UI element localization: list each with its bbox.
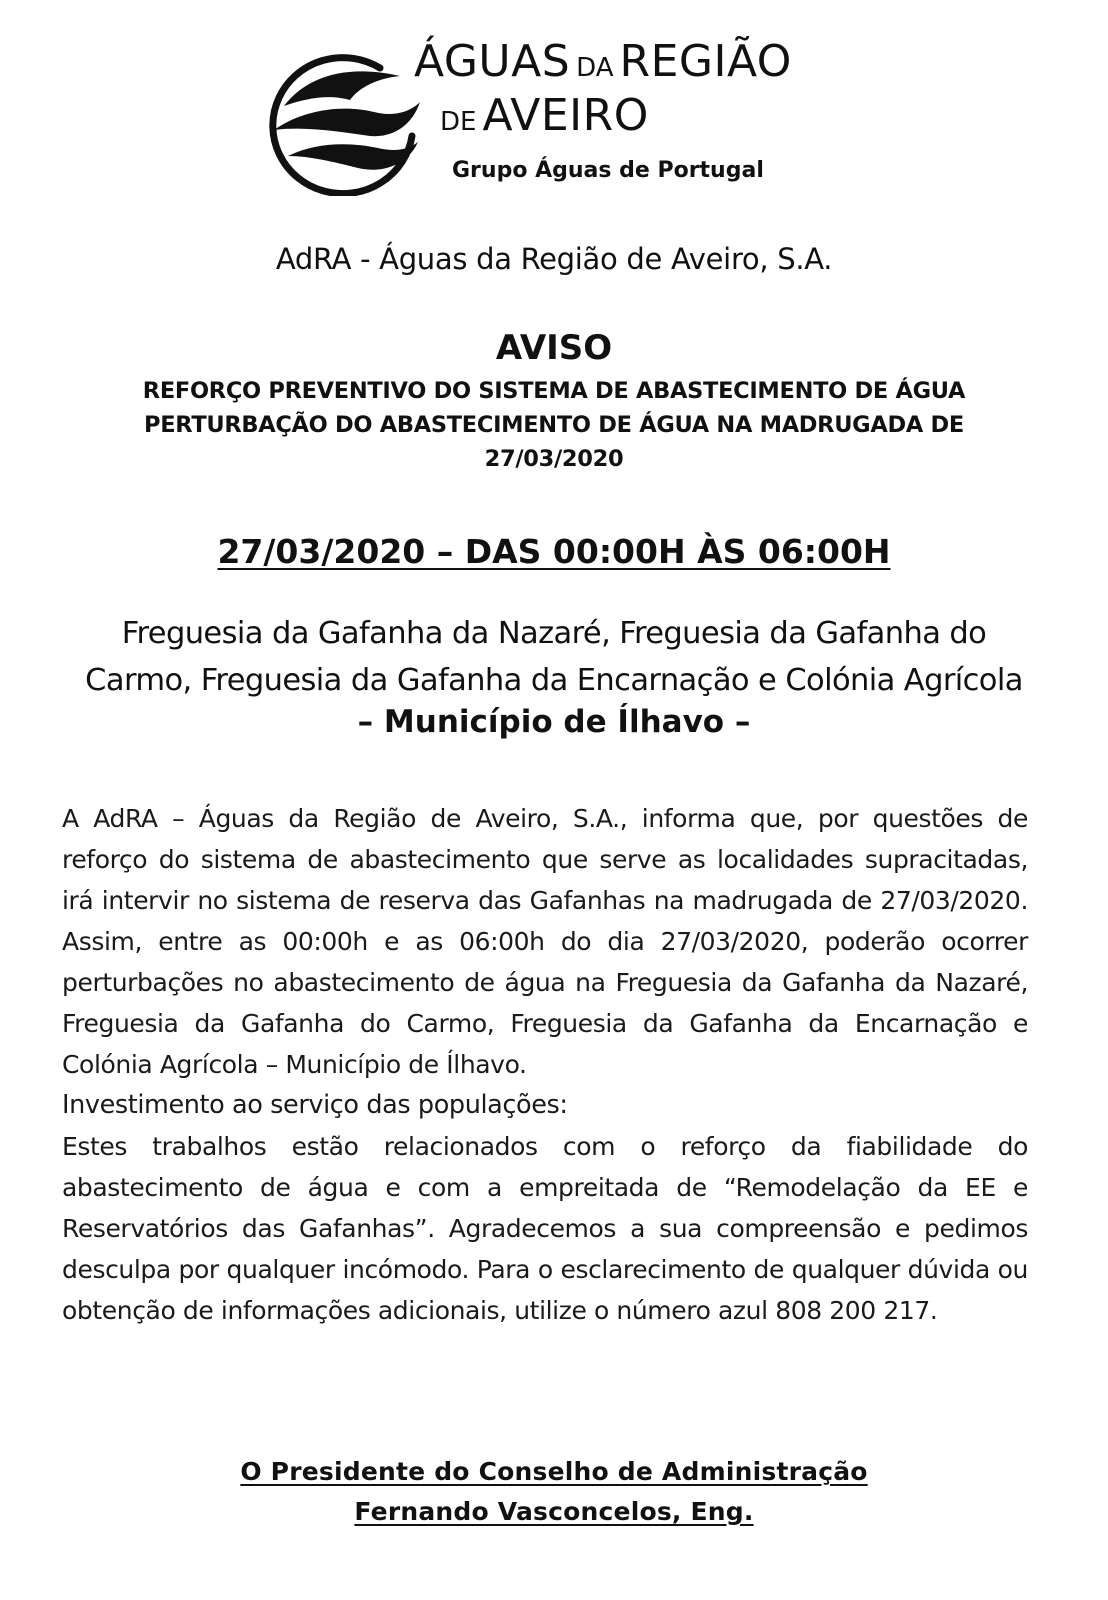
signatory-name: Fernando Vasconcelos, Eng. xyxy=(354,1497,754,1526)
signature-block xyxy=(0,1452,1108,1532)
logo-title-line1 xyxy=(414,36,792,87)
subtitle-line: 27/03/2020 xyxy=(484,446,624,472)
logo-word-de: DE xyxy=(440,107,477,137)
notice-subtitle xyxy=(30,374,1078,476)
affected-areas-line: Freguesia da Gafanha da Nazaré, Freguesia da Gafanha do xyxy=(121,616,987,651)
logo-word-da: DA xyxy=(576,53,614,83)
body-paragraph: A AdRA – Águas da Região de Aveiro, S.A., informa que, por questões de reforço do sistema de abastecimento que serve as localidades supracitadas, irá intervir no sistema de reserva das Gafanhas na madrugada de 27/03/2020. Assim, entre as 00:00h e as 06:00h do dia 27/03/2020, poderão ocorrer perturbações no abastecimento de água na Freguesia da Gafanha da Nazaré, Freguesia da Gafanha do Carmo, Freguesia da Gafanha da Encarnação e Colónia Agrícola – Município de Ílhavo. xyxy=(62,804,1028,1079)
logo-word-aveiro: AVEIRO xyxy=(482,90,649,141)
logo-word-aguas: ÁGUAS xyxy=(414,36,571,87)
company-logo xyxy=(262,36,852,196)
logo-word-regiao: REGIÃO xyxy=(619,36,792,87)
affected-areas xyxy=(20,610,1088,704)
logo-group-name: Grupo Águas de Portugal xyxy=(452,158,764,183)
section-heading: Investimento ao serviço das populações: xyxy=(62,1090,568,1120)
interruption-datetime: 27/03/2020 – DAS 00:00H ÀS 06:00H xyxy=(217,532,891,571)
affected-areas-line: Carmo, Freguesia da Gafanha da Encarnação e Colónia Agrícola xyxy=(85,663,1023,698)
municipality-name: – Município de Ílhavo – xyxy=(357,704,751,740)
body-paragraph: Estes trabalhos estão relacionados com o reforço da fiabilidade do abastecimento de água e com a empreitada de “Remodelação da EE e Reservatórios das Gafanhas”. Agradecemos a sua compreensão e pedimos desculpa por qualquer incómodo. Para o esclarecimento de qualquer dúvida ou obtenção de informações adicionais, utilize o número azul 808 200 217. xyxy=(62,1132,1028,1325)
subtitle-line: REFORÇO PREVENTIVO DO SISTEMA DE ABASTECIMENTO DE ÁGUA xyxy=(142,378,966,404)
company-name: AdRA - Águas da Região de Aveiro, S.A. xyxy=(275,242,833,276)
notice-title: AVISO xyxy=(495,328,613,368)
notice-body xyxy=(62,798,1028,1331)
water-wave-logo-icon xyxy=(262,46,422,196)
signatory-role: O Presidente do Conselho de Administração xyxy=(240,1457,868,1486)
logo-title-line2 xyxy=(440,90,649,141)
subtitle-line: PERTURBAÇÃO DO ABASTECIMENTO DE ÁGUA NA MADRUGADA DE xyxy=(144,412,964,438)
